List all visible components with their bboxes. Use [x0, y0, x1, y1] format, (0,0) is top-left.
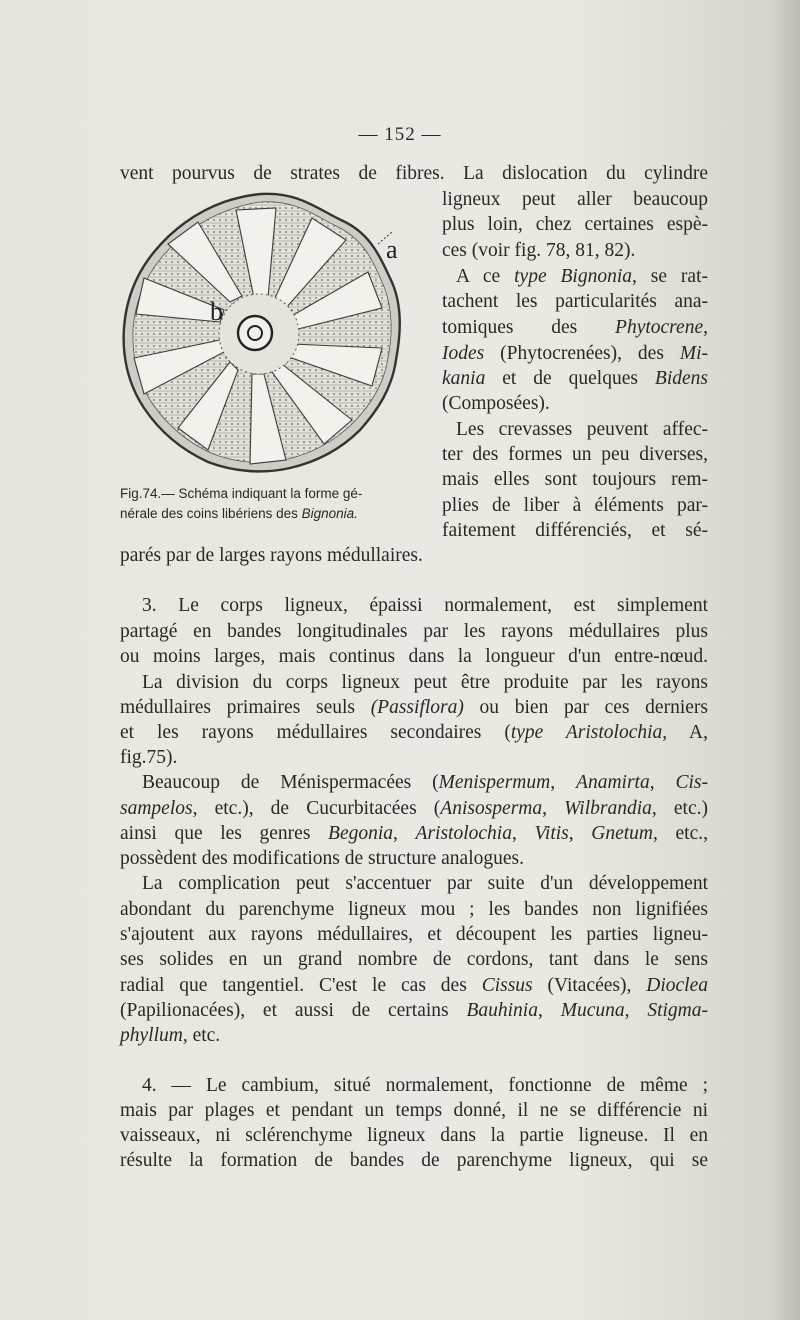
figure-caption-line2: nérale des coins libériens des Bignonia. [120, 506, 358, 521]
text-line: partagé en bandes longitudinales par les rayons médullaires plus [120, 621, 708, 642]
label-b: b [210, 297, 223, 326]
text-line: mais elles sont toujours rem- [442, 469, 708, 490]
text-line: faitement différenciés, et sé- [442, 520, 708, 541]
stem-diagram [116, 188, 406, 478]
text-line: (Composées). [442, 393, 550, 414]
text-line: ligneux peut aller beaucoup [442, 189, 708, 210]
figure-caption-line1: Fig.74.— Schéma indiquant la forme gé- [120, 486, 363, 501]
figure-74-stem-cross-section [116, 188, 406, 478]
text-line: ces (voir fig. 78, 81, 82). [442, 240, 636, 261]
text-line: A ce type Bignonia, se rat- [456, 266, 708, 287]
text-line: tachent les particularités ana- [442, 291, 708, 312]
text-line: ses solides en un grand nombre de cordons, tant dans le sens [120, 949, 708, 970]
text-line: médullaires primaires seuls (Passiflora) ou bien par ces derniers [120, 697, 708, 718]
text-line: kania et de quelques Bidens [442, 368, 708, 389]
text-line: mais par plages et pendant un temps donné, il ne se différencie ni [120, 1100, 708, 1121]
text-line: Iodes (Phytocrenées), des Mi- [442, 343, 708, 364]
text-line: vent pourvus de strates de fibres. La dislocation du cylindre [120, 163, 708, 184]
text-line: sampelos, etc.), de Cucurbitacées (Anisosperma, Wilbrandia, etc.) [120, 798, 708, 819]
text-line: 4. — Le cambium, situé normalement, fonctionne de même ; [142, 1075, 708, 1096]
text-line: et les rayons médullaires secondaires (type Aristolochia, A, [120, 722, 708, 743]
text-line: vaisseaux, ni sclérenchyme ligneux dans la partie ligneuse. Il en [120, 1125, 708, 1146]
text-line: Les crevasses peuvent affec- [456, 419, 708, 440]
text-line: ter des formes un peu diverses, [442, 444, 708, 465]
text-line: Beaucoup de Ménispermacées (Menispermum, Anamirta, Cis- [142, 772, 709, 793]
text-line: phyllum, etc. [120, 1025, 221, 1046]
text-line: La complication peut s'accentuer par suite d'un développement [142, 873, 708, 894]
text-line: s'ajoutent aux rayons médullaires, et découpent les parties ligneu- [120, 924, 708, 945]
text-line: résulte la formation de bandes de parenchyme ligneux, qui se [120, 1150, 708, 1171]
page-number: — 152 — [358, 124, 442, 145]
text-line: 3. Le corps ligneux, épaissi normalement, est simplement [142, 595, 708, 616]
text-line: fig.75). [120, 747, 178, 768]
text-line: (Papilionacées), et aussi de certains Bauhinia, Mucuna, Stigma- [120, 1000, 709, 1021]
text-line: ainsi que les genres Begonia, Aristolochia, Vitis, Gnetum, etc., [120, 823, 708, 844]
label-a: a [386, 235, 398, 264]
text-line: La division du corps ligneux peut être produite par les rayons [142, 672, 708, 693]
text-line: plies de liber à éléments par- [442, 495, 708, 516]
text-line: abondant du parenchyme ligneux mou ; les bandes non lignifiées [120, 899, 708, 920]
text-line: radial que tangentiel. C'est le cas des Cissus (Vitacées), Dioclea [120, 975, 708, 996]
text-line: parés par de larges rayons médullaires. [120, 545, 423, 566]
text-line: plus loin, chez certaines espè- [442, 214, 708, 235]
text-line: tomiques des Phytocrene, [442, 317, 708, 338]
text-line: possèdent des modifications de structure analogues. [120, 848, 524, 869]
text-line: ou moins larges, mais continus dans la longueur d'un entre-nœud. [120, 646, 708, 667]
